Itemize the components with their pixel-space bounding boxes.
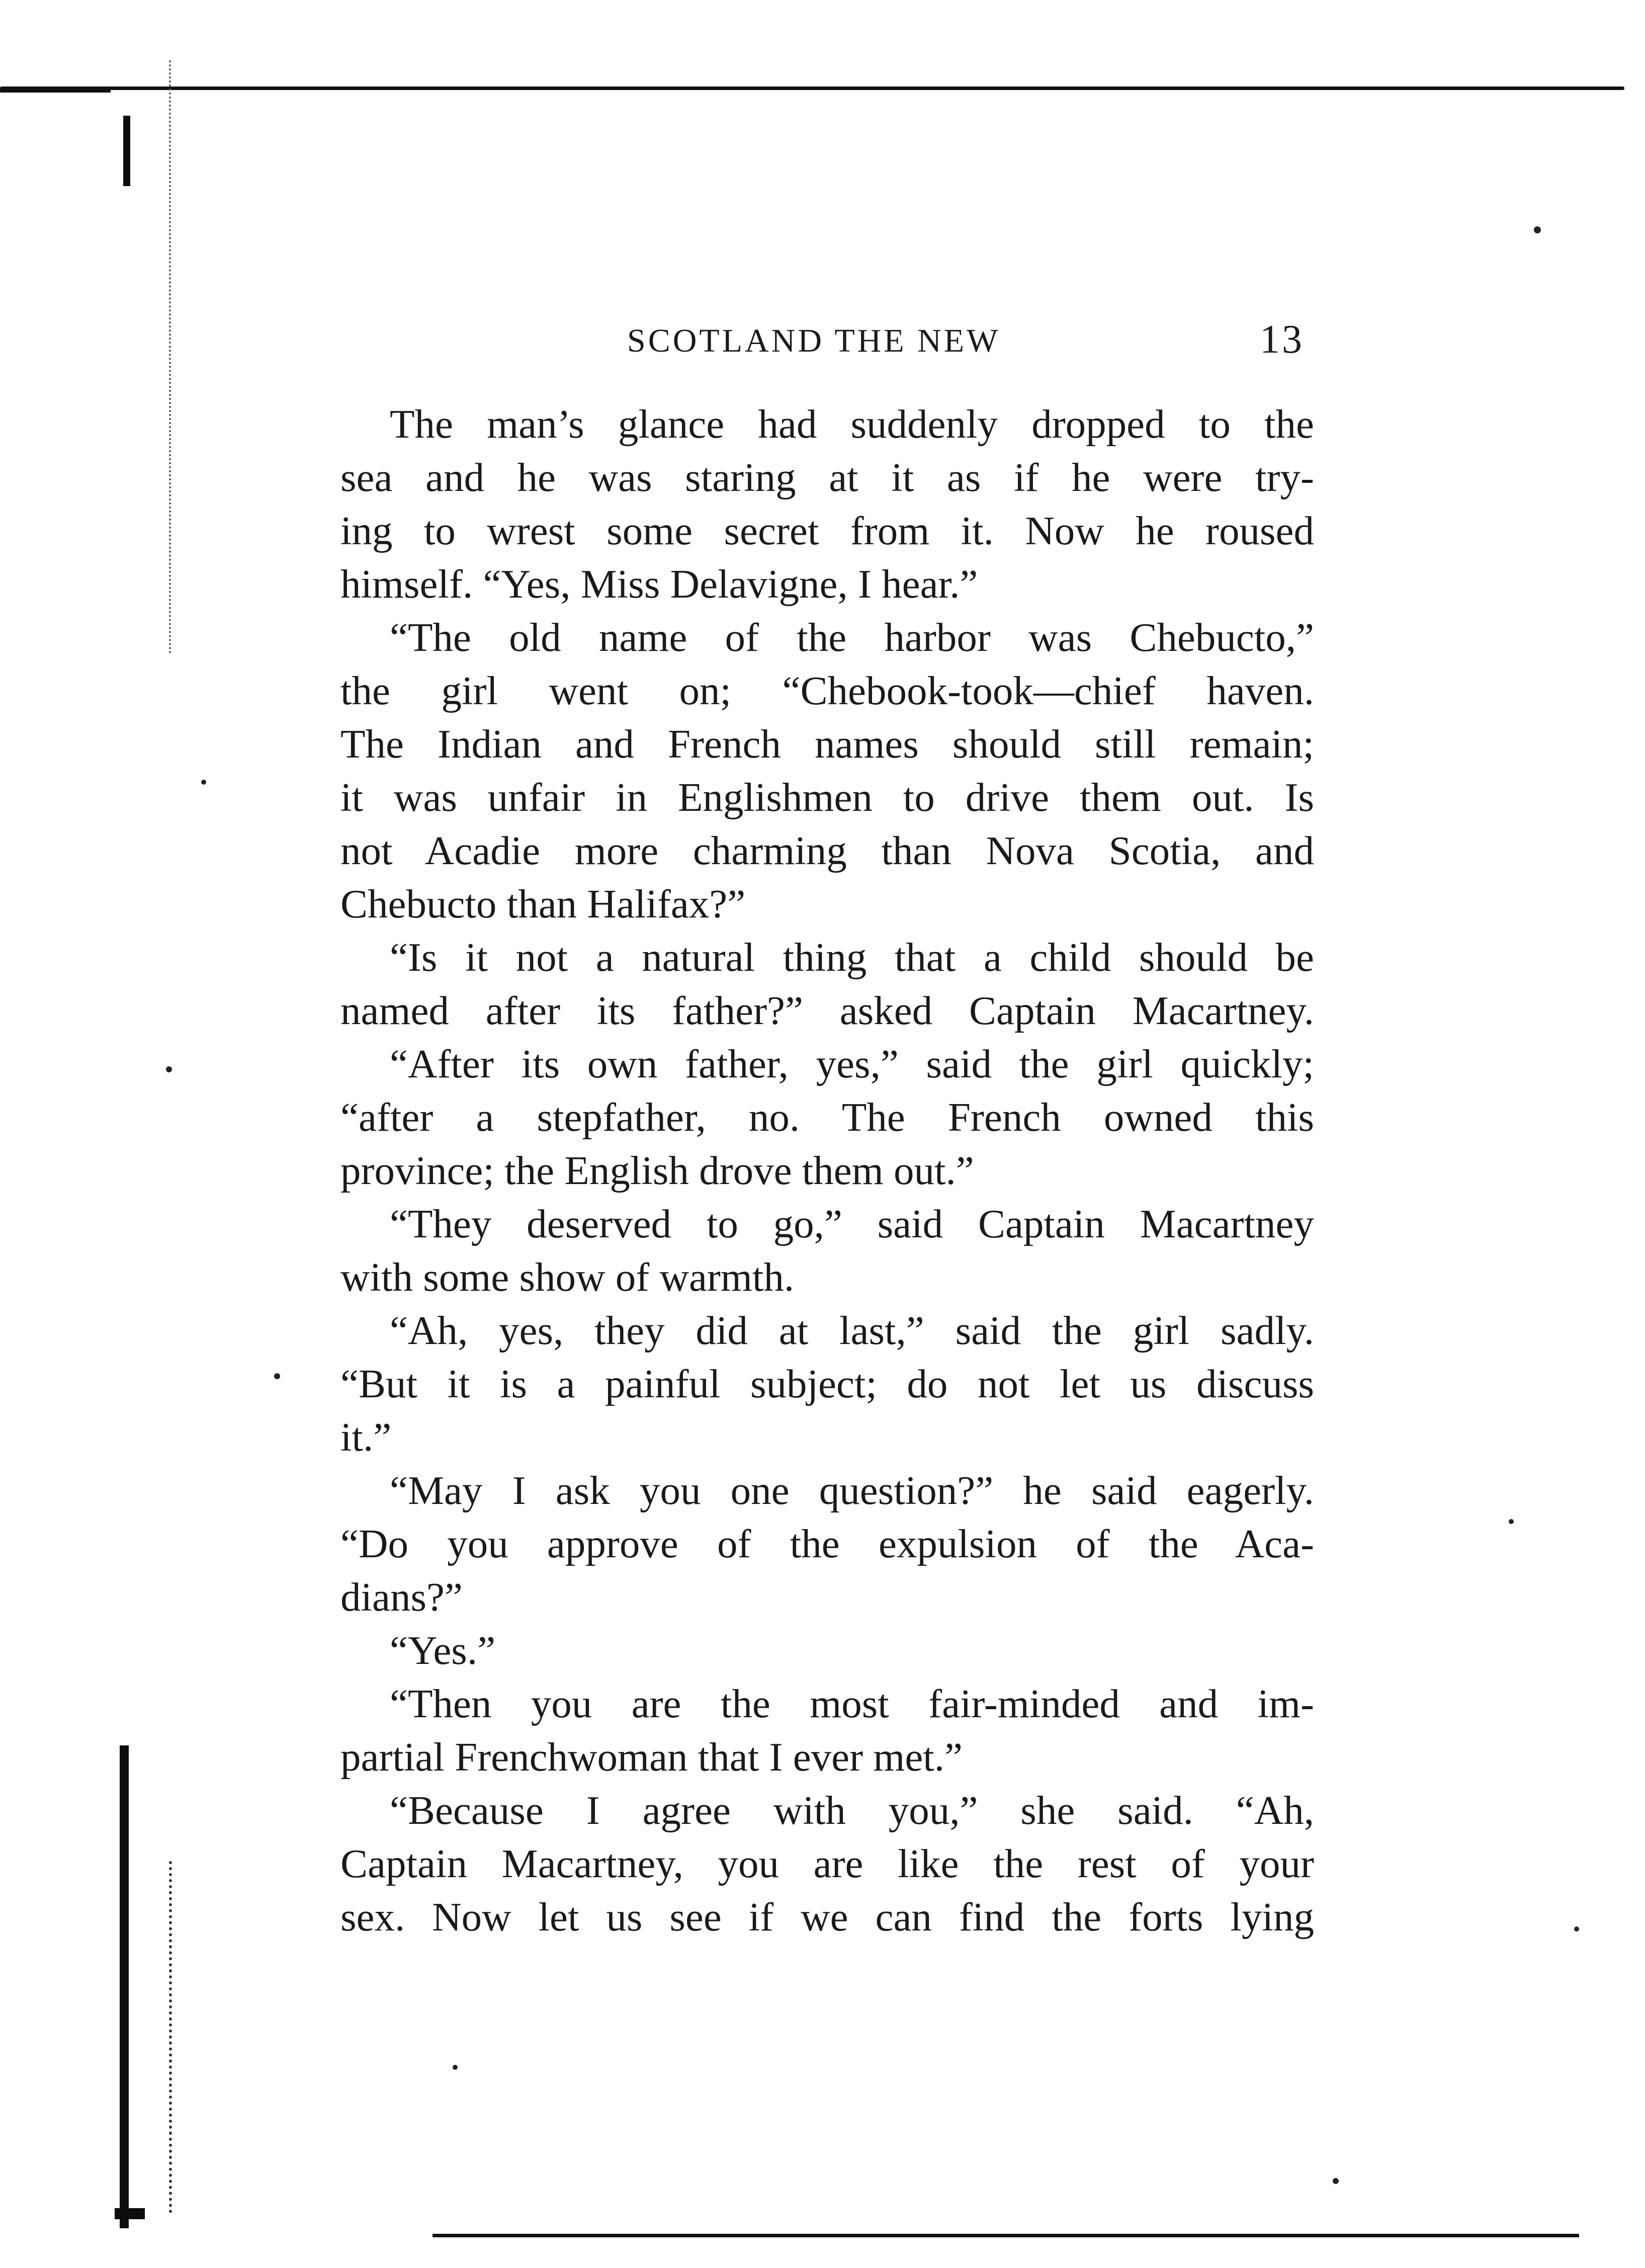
text-line: ing to wrest some secret from it. Now he roused <box>340 508 1314 553</box>
text-line: himself. “Yes, Miss Delavigne, I hear.” <box>340 561 978 607</box>
text-line: the girl went on; “Chebook-took—chief haven. <box>340 668 1314 713</box>
text-line: “Then you are the most fair-minded and im- <box>390 1681 1314 1726</box>
gutter-specks-lower <box>169 1861 177 2213</box>
scan-speck <box>1574 1926 1579 1931</box>
text-line: not Acadie more charming than Nova Scotia, and <box>340 828 1314 873</box>
text-line: The Indian and French names should still remain; <box>340 721 1314 767</box>
gutter-specks-upper <box>169 60 176 654</box>
text-line: “Is it not a natural thing that a child should be <box>390 935 1314 980</box>
text-line: province; the English drove them out.” <box>340 1148 974 1193</box>
body-text <box>340 397 1314 1944</box>
text-line: with some show of warmth. <box>340 1254 795 1300</box>
text-line: dians?” <box>340 1574 463 1620</box>
text-line: sea and he was staring at it as if he were try- <box>340 455 1314 500</box>
text-line: it was unfair in Englishmen to drive them out. Is <box>340 775 1314 820</box>
binding-shadow-lower <box>120 1745 129 2228</box>
text-line: sex. Now let us see if we can find the forts lying <box>340 1894 1314 1940</box>
page-number: 13 <box>1260 317 1304 362</box>
text-line: Chebucto than Halifax?” <box>340 881 746 927</box>
text-line: it.” <box>340 1414 392 1460</box>
scan-speck <box>1534 226 1541 233</box>
scan-speck <box>274 1373 280 1379</box>
text-line: partial Frenchwoman that I ever met.” <box>340 1734 963 1780</box>
scan-speck <box>1509 1519 1514 1524</box>
binding-shadow-foot <box>115 2208 145 2219</box>
scan-speck <box>166 1066 172 1072</box>
text-line: “The old name of the harbor was Chebucto,” <box>390 615 1314 660</box>
scan-speck <box>1333 2178 1339 2184</box>
scan-speck <box>201 780 206 785</box>
text-line: named after its father?” asked Captain Macartney. <box>340 988 1314 1033</box>
text-line: “But it is a painful subject; do not let us discuss <box>340 1361 1314 1406</box>
text-line: The man’s glance had suddenly dropped to the <box>390 401 1314 447</box>
running-title: SCOTLAND THE NEW <box>627 322 1001 359</box>
text-line: “Yes.” <box>390 1628 496 1673</box>
scan-speck <box>453 2065 458 2070</box>
text-line: “Do you approve of the expulsion of the Aca- <box>340 1521 1314 1566</box>
text-line: “Because I agree with you,” she said. “Ah, <box>390 1788 1314 1833</box>
binding-shadow-top <box>123 116 130 186</box>
top-scan-rule <box>0 87 1624 90</box>
text-line: “After its own father, yes,” said the girl quickly; <box>390 1041 1314 1086</box>
text-line: “after a stepfather, no. The French owned this <box>340 1095 1314 1140</box>
text-line: “Ah, yes, they did at last,” said the girl sadly. <box>390 1308 1314 1353</box>
text-line: Captain Macartney, you are like the rest of your <box>340 1841 1314 1886</box>
bottom-scan-rule <box>432 2234 1579 2237</box>
text-line: “May I ask you one question?” he said eagerly. <box>390 1468 1314 1513</box>
top-left-scan-rule <box>0 90 111 93</box>
running-head <box>340 317 1314 367</box>
text-line: “They deserved to go,” said Captain Macartney <box>390 1201 1314 1246</box>
